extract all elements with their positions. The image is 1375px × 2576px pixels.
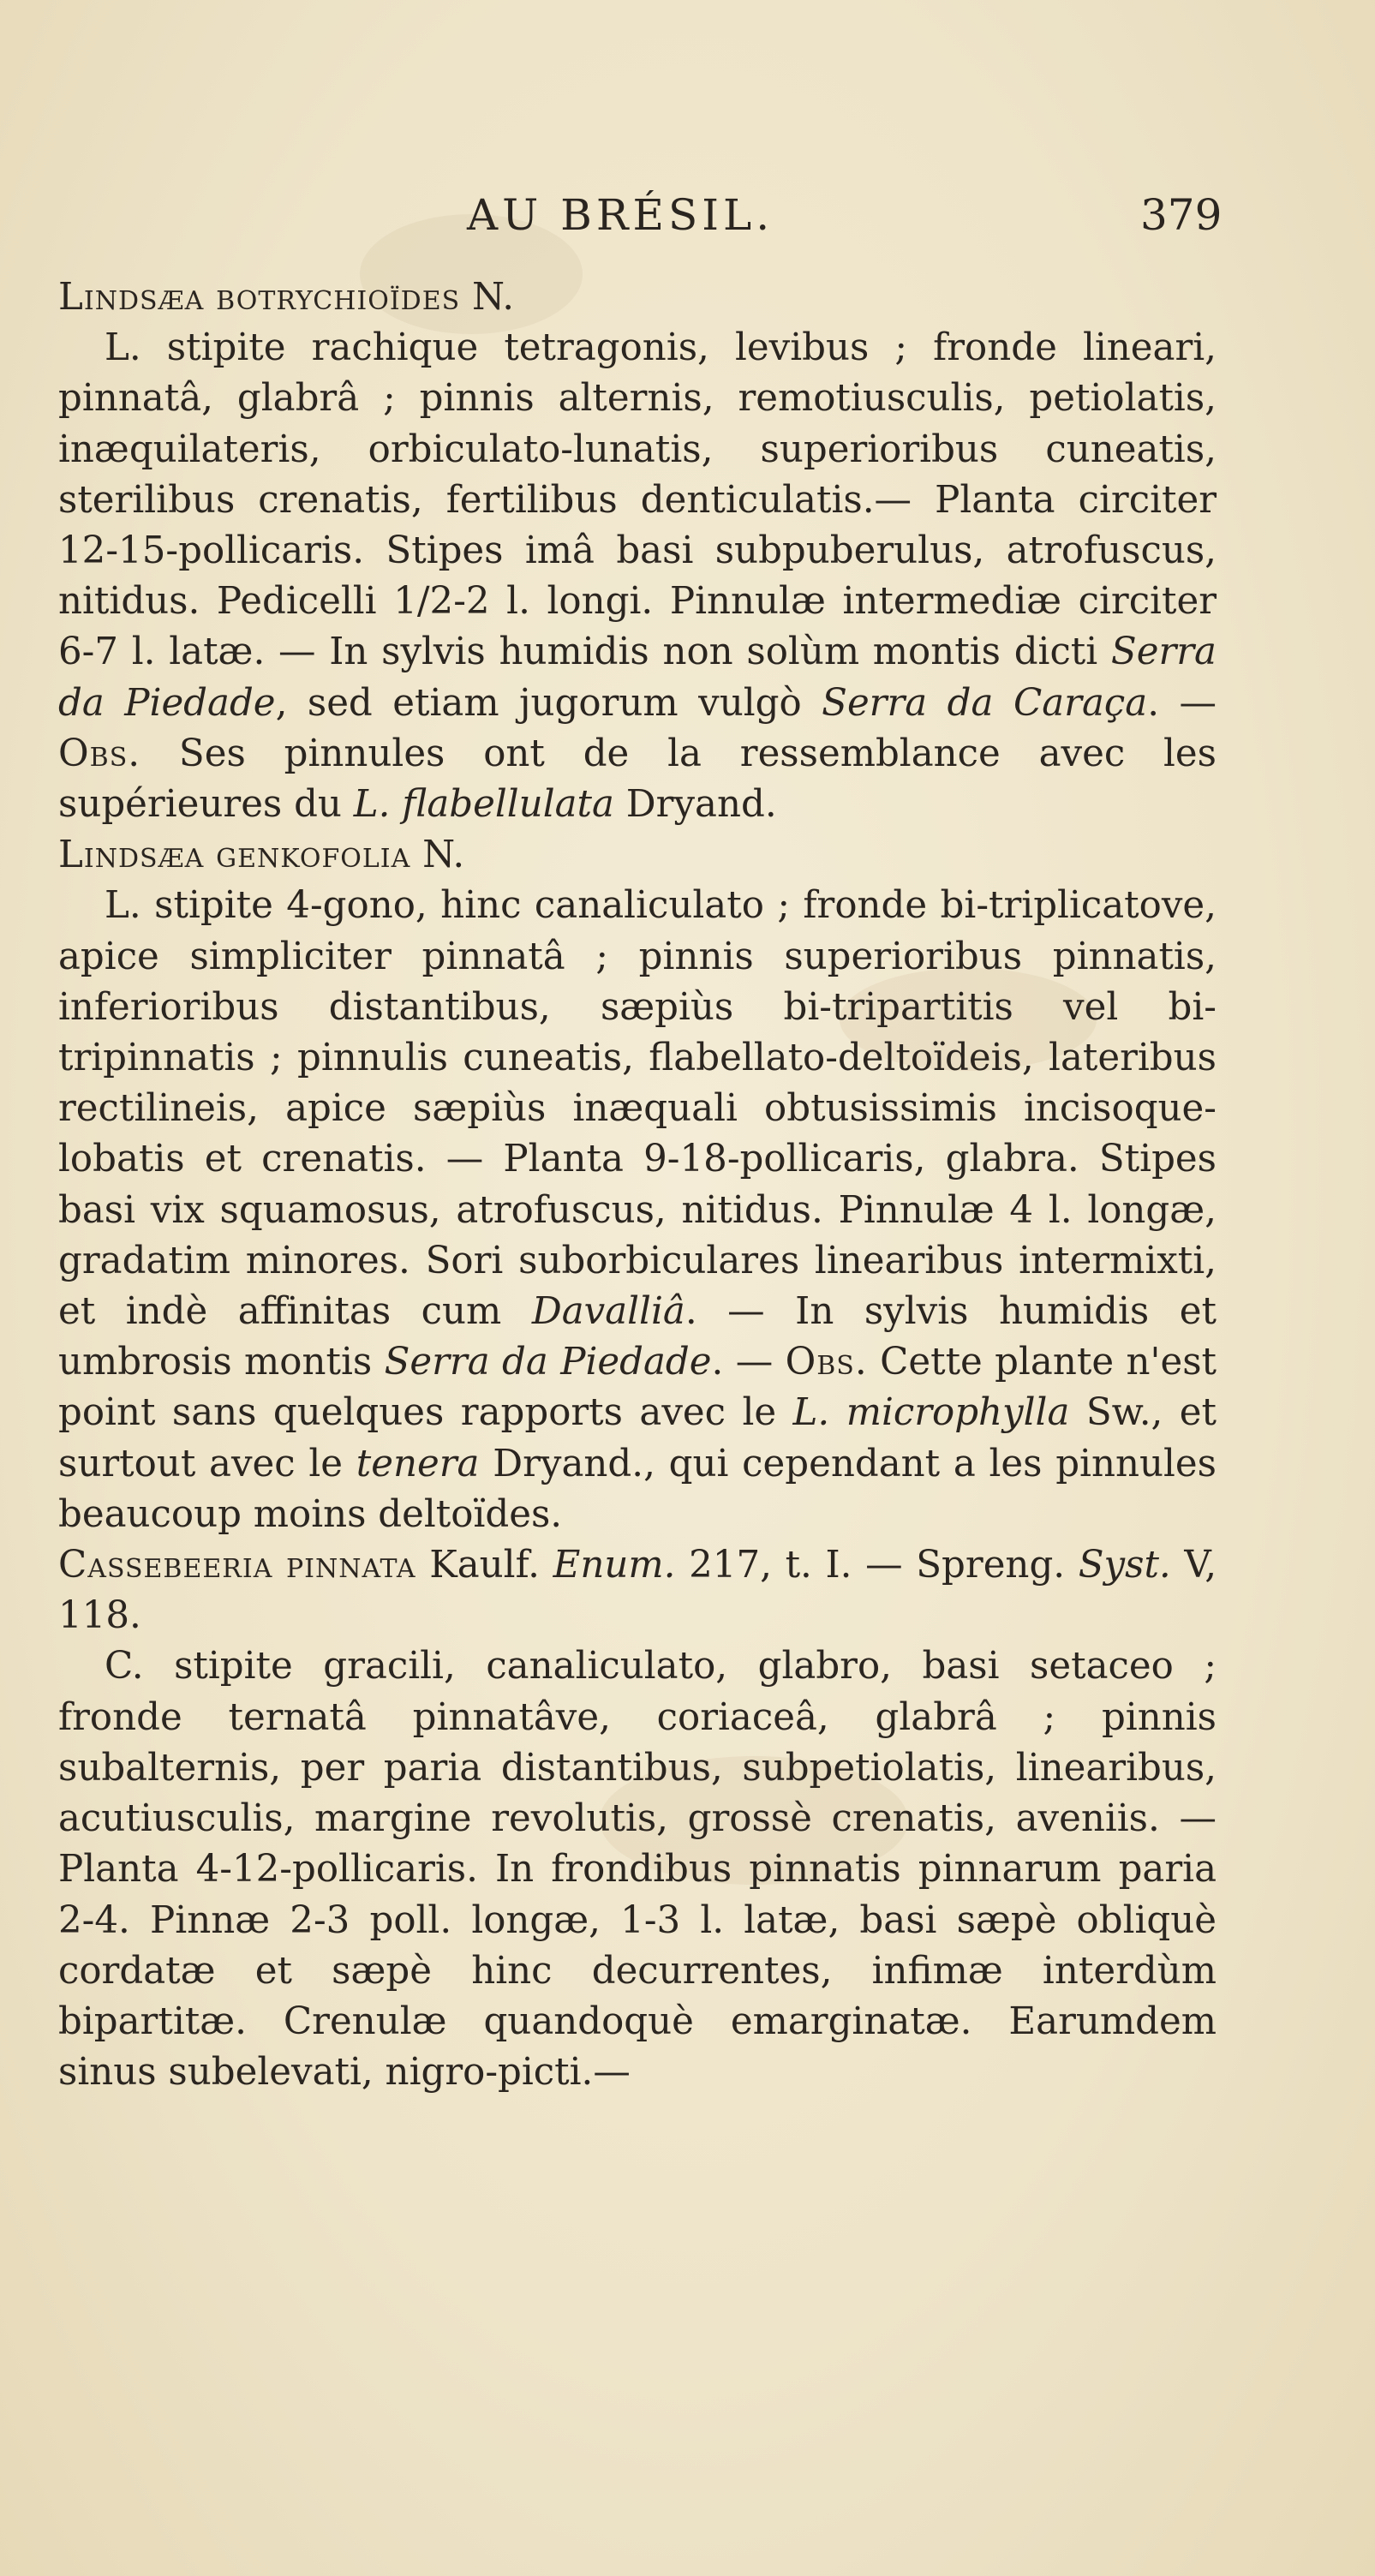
species-name: genkofolia [216, 834, 411, 877]
description-text: Cette plante n'est point sans quelques rapports avec le [58, 1341, 1217, 1435]
description-text: Ses pinnules ont de la ressemblance avec les supérieures du [58, 732, 1217, 827]
description-text: . — [1147, 681, 1217, 725]
description-text: , sed etiam jugorum vulgò [275, 681, 822, 725]
genus-name: Lindsæa [58, 276, 205, 319]
species-name: pinnata [286, 1544, 416, 1587]
species-description [58, 323, 1217, 830]
entry-heading [58, 272, 1217, 323]
genus-name: Cassebeeria [58, 1544, 273, 1587]
taxon-reference: tenera [356, 1442, 480, 1485]
locality-name: Serra da Caraça [822, 681, 1148, 725]
obs-label: Obs. [58, 732, 141, 775]
species-name: botrychioïdes [216, 276, 461, 319]
page-header [0, 190, 1375, 259]
page-number: 379 [1140, 190, 1223, 240]
entry-heading [58, 1540, 1217, 1641]
author-abbrev: N. [422, 834, 465, 877]
description-text: . — [711, 1341, 786, 1384]
taxon-reference: Davalliâ [531, 1290, 685, 1334]
author-abbrev: Kaulf. [429, 1544, 540, 1587]
locality-name: Serra da Piedade [384, 1341, 712, 1384]
description-text: Sw., et surtout avec le [58, 1391, 1217, 1485]
description-text: L. stipite rachique tetragonis, levibus ; fronde lineari, pinnatâ, glabrâ ; pinnis alternis, remotiusculis, petiolatis, inæquilateris, orbiculato-lunatis, superioribus cuneatis, sterilibus crenatis, fertilibus denticulatis.— Planta circiter 12-15-pollicaris. Stipes imâ basi subpuberulus, atrofuscus, nitidus. Pedicelli 1/2-2 l. longi. Pinnulæ intermediæ circiter 6-7 l. latæ. — In sylvis humidis non solùm montis dicti [58, 326, 1217, 674]
description-text: . — In sylvis humidis et umbrosis montis [58, 1290, 1217, 1384]
description-text: Dryand. [613, 783, 777, 827]
description-text: Dryand., qui cependant a les pinnules beaucoup moins deltoïdes. [58, 1442, 1217, 1536]
citation-work: Enum. [553, 1544, 676, 1587]
author-abbrev: N. [472, 276, 515, 319]
running-title: AU BRÉSIL. [467, 190, 774, 240]
citation-work: Syst. [1078, 1544, 1171, 1587]
taxon-reference: L. flabellulata [353, 783, 614, 827]
species-description: C. stipite gracili, canaliculato, glabro, basi setaceo ; fronde ternatâ pinnatâve, coriaceâ, glabrâ ; pinnis subalternis, per paria distantibus, subpetiolatis, linearibus, acutiusculis, margine revolutis, grossè crenatis, aveniis. — Planta 4-12-pollicaris. In frondibus pinnatis pinnarum paria 2-4. Pinnæ 2-3 poll. longæ, 1-3 l. latæ, basi sæpè obliquè cordatæ et sæpè hinc decurrentes, infimæ interdùm bipartitæ. Crenulæ quandoquè emarginatæ. Earumdem sinus subelevati, nigro-picti.— [58, 1645, 1217, 2095]
obs-label: Obs. [785, 1341, 868, 1384]
taxon-reference: L. microphylla [792, 1391, 1070, 1435]
entry-heading [58, 830, 1217, 881]
citation-text: 217, t. I. — Spreng. [675, 1544, 1066, 1587]
description-text: L. stipite 4-gono, hinc canaliculato ; fronde bi-triplicatove, apice simpliciter pinnatâ ; pinnis superioribus pinnatis, inferioribus distantibus, sæpiùs bi-tripartitis vel bi-tripinnatis ; pinnulis cuneatis, flabellato-deltoïdeis, lateribus rectilineis, apice sæpiùs inæquali obtusissimis incisoque-lobatis et crenatis. — Planta 9-18-pollicaris, glabra. Stipes basi vix squamosus, atrofuscus, nitidus. Pinnulæ 4 l. longæ, gradatim minores. Sori suborbiculares linearibus intermixti, et indè affinitas cum [58, 884, 1217, 1334]
body-text [58, 272, 1217, 2098]
citation-text: V, 118. [58, 1544, 1217, 1638]
locality-name: Serra da Piedade [58, 631, 1217, 725]
species-description [58, 881, 1217, 1540]
genus-name: Lindsæa [58, 834, 205, 877]
